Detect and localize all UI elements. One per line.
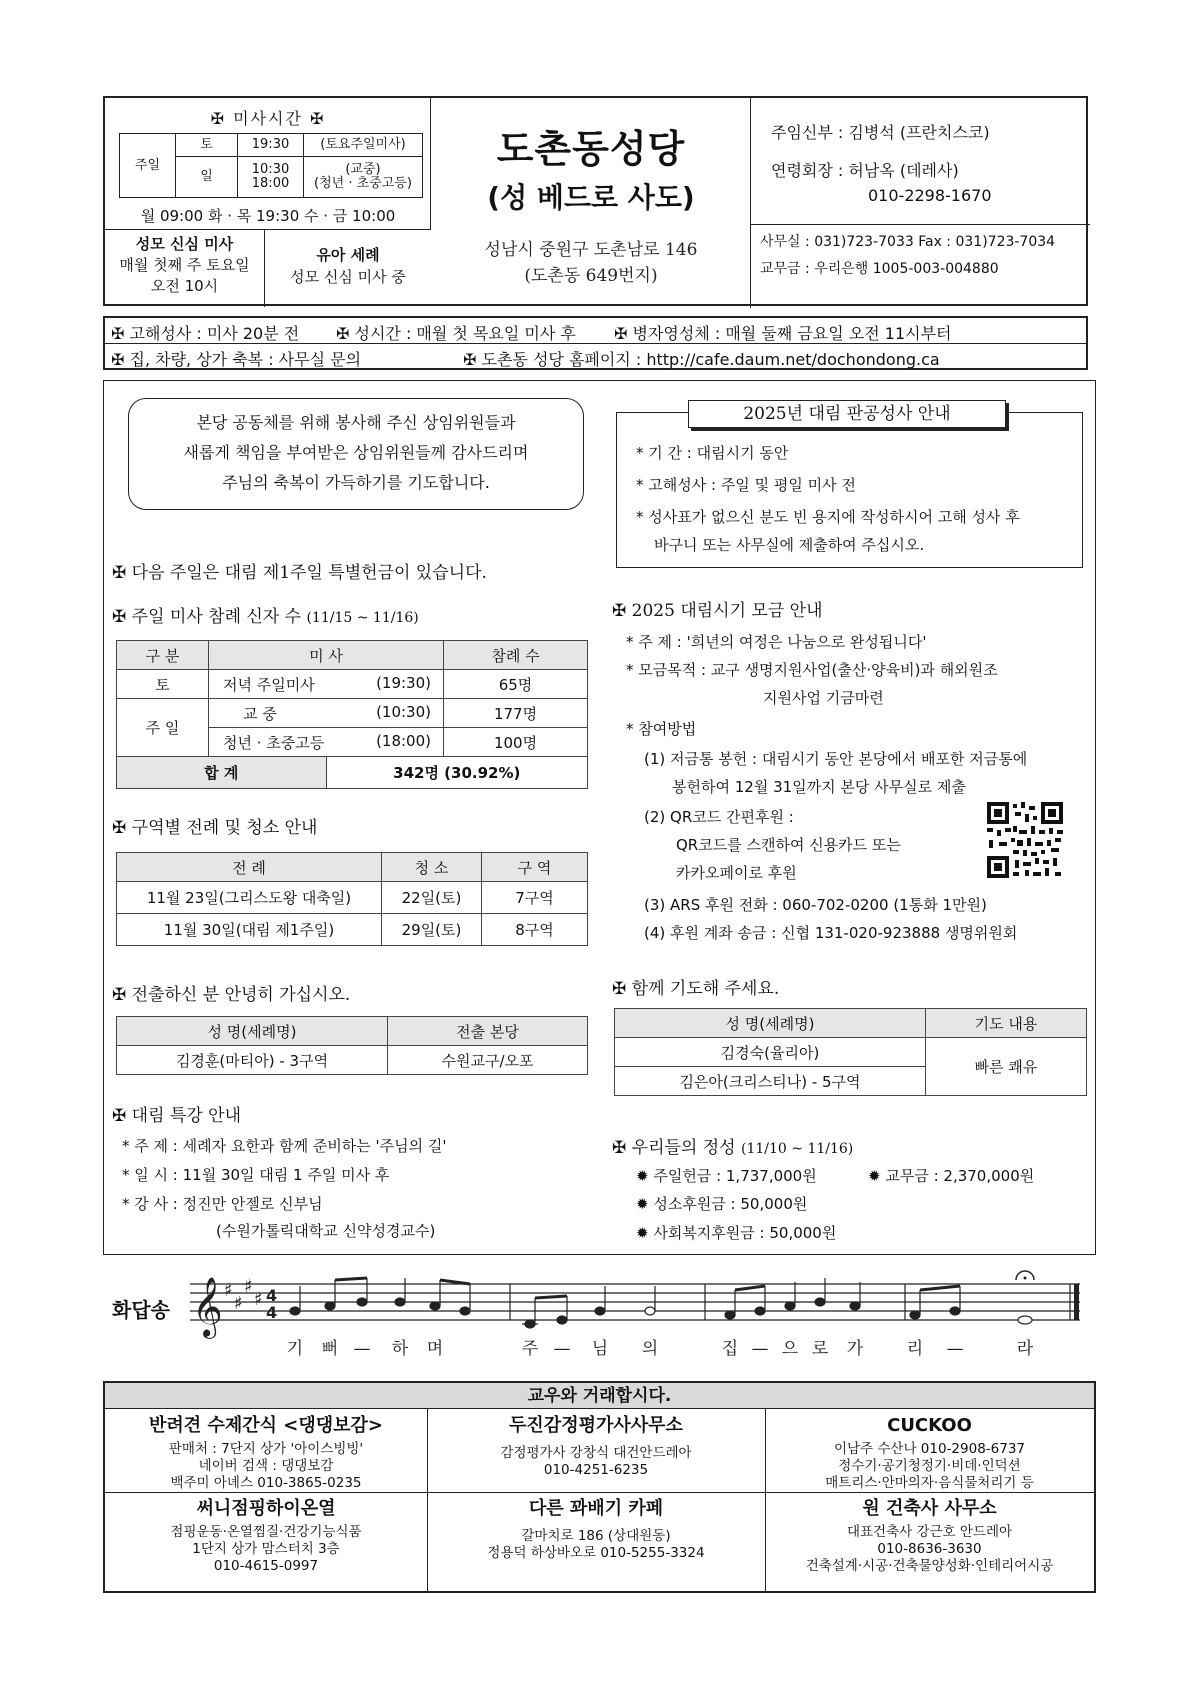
col-header: 미 사	[209, 641, 444, 670]
ad-card: 두진감정평가사사무소 감정평가사 강창식 대건안드레아 010-4251-6235	[500, 1415, 692, 1478]
mass-times-title: ✠ 미사시간 ✠	[210, 109, 326, 128]
table-row: 김경훈(마티아) - 3구역 수원교구/오포	[117, 1046, 588, 1075]
farewell-title: ✠ 전출하신 분 안녕히 가십시오.	[112, 985, 351, 1005]
fundraising-title: ✠ 2025 대림시기 모금 안내	[612, 601, 823, 621]
sunday-offering: ✹ 주일헌금 : 1,737,000원	[636, 1167, 817, 1185]
sun-label: 일	[176, 156, 238, 197]
attendance-title: ✠ 주일 미사 참례 신자 수 (11/15 ~ 11/16)	[112, 607, 419, 627]
psalm-label: 화답송	[112, 1298, 170, 1322]
fundraising-purpose: * 모금목적 : 교구 생명지원사업(출산·양육비)과 해외원조	[626, 661, 998, 679]
table-row: 주 일 교 중 (10:30) 177명	[117, 699, 588, 728]
mass-times-panel	[105, 98, 431, 229]
table-row: 김은아(크리스티나) - 5구역	[615, 1067, 1087, 1096]
blessing-info: ✠ 집, 차량, 상가 축복 : 사무실 문의	[111, 350, 362, 369]
col-header: 구 분	[117, 641, 209, 670]
qr-code-icon[interactable]	[985, 800, 1065, 880]
participation-method: * 참여방법	[626, 720, 697, 738]
table-row: 11월 23일(그리스도왕 대축일) 22일(토) 7구역	[117, 882, 588, 914]
svg-text:♯: ♯	[244, 1276, 253, 1297]
confession-note-cont: 바구니 또는 사무실에 제출하여 주십시오.	[654, 536, 925, 554]
svg-text:♯: ♯	[224, 1280, 233, 1301]
church-name: 도촌동성당	[496, 127, 686, 171]
table-row: 11월 30일(대림 제1주일) 29일(토) 8구역	[117, 914, 588, 946]
special-offering-notice: ✠ 다음 주일은 대림 제1주일 특별헌금이 있습니다.	[112, 563, 487, 583]
col-header: 참례 수	[444, 641, 588, 670]
col-header: 구 역	[482, 853, 588, 882]
method-3: (3) ARS 후원 전화 : 060-702-0200 (1통화 1만원)	[644, 896, 987, 914]
col-header: 성 명(세례명)	[615, 1009, 926, 1038]
lyric-syllable: 주	[521, 1339, 539, 1359]
church-address: 성남시 중원구 도촌남로 146	[484, 240, 698, 260]
lyric-syllable: 의	[641, 1339, 659, 1359]
col-header: 청 소	[382, 853, 482, 882]
lyric-syllable: 뻐	[321, 1339, 339, 1359]
mass-times-table	[119, 133, 423, 198]
method-2: (2) QR코드 간편후원 :	[644, 808, 794, 826]
ad-card: 다른 꽈배기 카페 갈마치로 186 (상대원동) 정용덕 하상바오로 010-5255-3324	[487, 1498, 705, 1561]
lyric-syllable: —	[946, 1339, 964, 1359]
psalm-music-staff	[190, 1266, 1090, 1362]
col-header: 전 례	[117, 853, 382, 882]
confession-notice-title: 2025년 대림 판공성사 안내	[688, 400, 1006, 428]
tithe-offering: ✹ 교무금 : 2,370,000원	[868, 1167, 1035, 1185]
office-phone: 사무실 : 031)723-7033 Fax : 031)723-7034	[760, 234, 1056, 250]
church-subtitle: (성 베드로 사도)	[487, 181, 695, 214]
ad-card: CUCKOO 이남주 수산나 010-2908-6737 정수기·공기청정기·비데·인덕션 매트리스·안마의자·음식물처리기 등	[825, 1415, 1034, 1491]
tithe-account: 교무금 : 우리은행 1005-003-004880	[760, 261, 999, 277]
lecture-time: * 일 시 : 11월 30일 대림 1 주일 미사 후	[122, 1166, 390, 1184]
method-1: (1) 저금통 봉헌 : 대림시기 동안 본당에서 배포한 저금통에	[644, 750, 1028, 768]
confession-info: ✠ 고해성사 : 미사 20분 전	[111, 324, 300, 343]
special-mass-row	[105, 229, 431, 306]
church-address-lot: (도촌동 649번지)	[524, 266, 658, 286]
svg-text:4: 4	[266, 1286, 278, 1305]
lyric-syllable: —	[353, 1339, 371, 1359]
lecture-theme: * 주 제 : 세례자 요한과 함께 준비하는 '주님의 길'	[122, 1137, 447, 1155]
fundraising-purpose-cont: 지원사업 기금마련	[763, 689, 884, 707]
fundraising-theme: * 주 제 : '희년의 여정은 나눔으로 완성됩니다'	[626, 633, 927, 651]
col-header: 기도 내용	[926, 1009, 1087, 1038]
association-president: 연령회장 : 허남옥 (데레사)	[771, 161, 959, 180]
contact-panel	[751, 98, 1090, 308]
ad-card: 반려견 수제간식 <댕댕보감> 판매처 : 7단지 상가 '아이스빙빙' 네이버 검색 : 댕댕보감 백주미 아녜스 010-3865-0235	[149, 1415, 383, 1491]
prayer-table	[614, 1008, 1087, 1096]
ads-title: 교우와 거래합시다.	[105, 1383, 1094, 1409]
method-2-cont2: 카카오페이로 후원	[676, 864, 797, 882]
church-title-panel	[431, 98, 751, 308]
method-2-cont: QR코드를 스캔하여 신용카드 또는	[676, 836, 901, 854]
thanks-message: 본당 공동체를 위해 봉사해 주신 상임위원들과 새롭게 책임을 부여받은 상임위원들께 감사드리며 주님의 축복이 가득하기를 기도합니다.	[128, 398, 584, 510]
lyric-syllable: —	[751, 1339, 769, 1359]
bulletin-header	[103, 96, 1088, 306]
sick-communion-info: ✠ 병자영성체 : 매월 둘째 금요일 오전 11시부터	[614, 324, 952, 343]
lecture-speaker: * 강 사 : 정진만 안젤로 신부님	[122, 1195, 323, 1213]
weekday-mass-times: 월 09:00 화 · 목 19:30 수 · 금 10:00	[140, 207, 396, 225]
virgin-mary-mass: 성모 신심 미사 매월 첫째 주 토요일 오전 10시	[105, 230, 265, 307]
farewell-table	[116, 1016, 588, 1075]
saturday-label: 토	[176, 134, 238, 157]
col-header: 전출 본당	[388, 1017, 588, 1046]
offerings-title: ✠ 우리들의 정성 (11/10 ~ 11/16)	[612, 1138, 854, 1158]
sunday-times: 10:30 18:00	[238, 156, 304, 197]
ad-card: 원 건축사 사무소 대표건축사 강근호 안드레아 010-8636-3630 건축설계·시공·건축물양성화·인테리어시공	[805, 1498, 1054, 1574]
table-row: 김경숙(율리아) 빠른 쾌유	[615, 1038, 1087, 1067]
president-phone: 010-2298-1670	[868, 186, 992, 205]
ad-card: 써니점핑하이온열 점핑운동·온열찜질·건강기능식품 1단지 상가 맘스터치 3층 010-4615-0997	[170, 1498, 362, 1574]
psalm-lyrics	[287, 1338, 1034, 1359]
saturday-time: 19:30	[238, 134, 304, 157]
total-row: 합 계 342명 (30.92%)	[117, 757, 588, 789]
prayer-title: ✠ 함께 기도해 주세요.	[612, 979, 780, 999]
liturgy-title: ✠ 구역별 전례 및 청소 안내	[112, 818, 318, 838]
liturgy-table	[116, 852, 588, 946]
parish-business-ads	[103, 1381, 1096, 1593]
svg-text:4: 4	[266, 1303, 278, 1322]
lyric-syllable: 기	[286, 1339, 304, 1359]
welfare-offering: ✹ 사회복지후원금 : 50,000원	[636, 1224, 837, 1242]
pastor-name: 주임신부 : 김병석 (프란치스코)	[771, 123, 990, 142]
method-1-cont: 봉헌하여 12월 31일까지 본당 사무실로 제출	[672, 778, 966, 796]
holy-hour-info: ✠ 성시간 : 매월 첫 목요일 미사 후	[336, 324, 576, 343]
svg-text:♯: ♯	[254, 1289, 263, 1310]
table-row: 토 저녁 주일미사 (19:30) 65명	[117, 670, 588, 699]
confession-period: * 기 간 : 대림시기 동안	[636, 444, 789, 462]
table-row: 청년 · 초중고등 (18:00) 100명	[117, 728, 588, 757]
info-bar	[103, 316, 1088, 370]
infant-baptism: 유아 세례 성모 신심 미사 중	[290, 246, 406, 286]
attendance-table	[116, 640, 588, 789]
lyric-syllable: 하	[391, 1339, 409, 1359]
homepage-info: ✠ 도촌동 성당 홈페이지 : http://cafe.daum.net/dochondong.ca	[463, 350, 940, 369]
lyric-syllable: 집	[721, 1339, 739, 1359]
lyric-syllable: 라	[1016, 1339, 1034, 1359]
confession-note: * 성사표가 없으신 분도 빈 용지에 작성하시어 고해 성사 후	[636, 508, 1020, 526]
method-4: (4) 후원 계좌 송금 : 신협 131-020-923888 생명위원회	[644, 924, 1018, 942]
lyric-syllable: —	[553, 1339, 571, 1359]
lyric-syllable: 으	[781, 1339, 799, 1359]
vocation-offering: ✹ 성소후원금 : 50,000원	[636, 1195, 808, 1213]
sunday-label: 주일	[120, 134, 176, 198]
sunday-notes: (교중) (청년 · 초중고등)	[304, 156, 423, 197]
lyric-syllable: 리	[906, 1339, 924, 1359]
svg-text:𝄞: 𝄞	[192, 1277, 223, 1337]
saturday-note: (토요주일미사)	[304, 134, 423, 157]
confession-place: * 고해성사 : 주일 및 평일 미사 전	[636, 476, 856, 494]
lecture-title: ✠ 대림 특강 안내	[112, 1106, 241, 1126]
lyric-syllable: 며	[426, 1339, 444, 1359]
svg-text:♯: ♯	[234, 1293, 243, 1314]
lyric-syllable: 로	[811, 1339, 829, 1359]
lyric-syllable: 가	[846, 1339, 864, 1359]
col-header: 성 명(세례명)	[117, 1017, 388, 1046]
lecture-speaker-note: (수원가톨릭대학교 신약성경교수)	[216, 1222, 436, 1240]
lyric-syllable: 님	[591, 1339, 609, 1359]
